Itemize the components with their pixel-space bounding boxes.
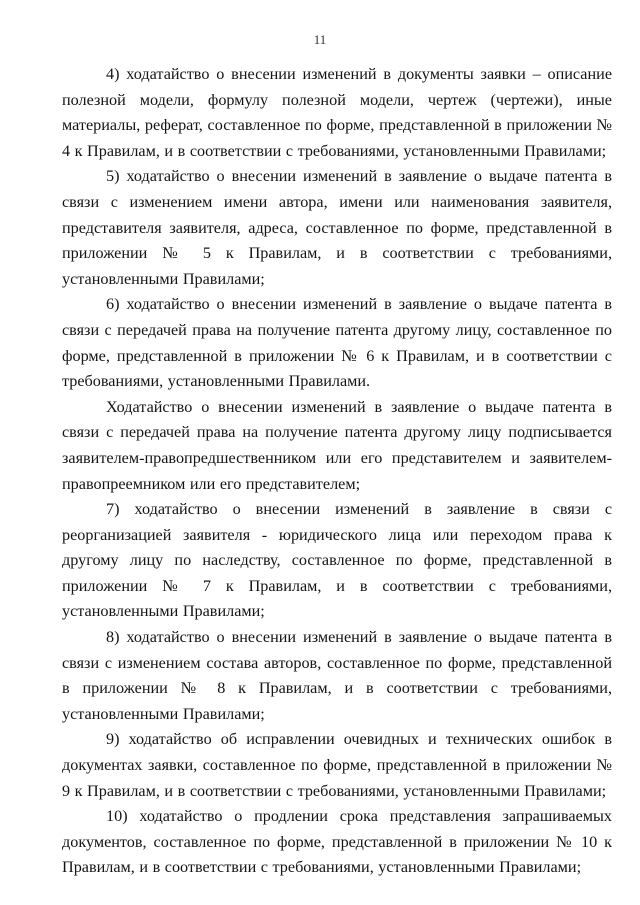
paragraph-signature-note: Ходатайство о внесении изменений в заявление о выдаче патента в связи с передачей права на получение патента другому лицу подписывается заявителем-правопредшественником или его представителем и заявителем-правопреемником или его представителем; (62, 397, 612, 493)
paragraph-item-10: 10) ходатайство о продлении срока представления запрашиваемых документов, составленное по форме, представленной в приложении № 10 к Правилам, и в соответствии с требованиями, установленными Правилами; (62, 807, 612, 877)
paragraph-item-8: 8) ходатайство о внесении изменений в заявление о выдаче патента в связи с изменением состава авторов, составленное по форме, представленной в приложении № 8 к Правилам, и в соответствии с требованиями, установленными Правилами; (62, 628, 612, 723)
paragraph-item-6: 6) ходатайство о внесении изменений в заявление о выдаче патента в связи с передачей права на получение патента другому лицу, составленное по форме, представленной в приложении № 6 к Правилам, и в соответствии с требованиями, установленными Правилами. (62, 295, 612, 391)
document-body (62, 62, 612, 881)
paragraph-item-5: 5) ходатайство о внесении изменений в заявление о выдаче патента в связи с изменением имени автора, имени или наименования заявителя, представителя заявителя, адреса, составленное по форме, представленной в приложении № 5 к Правилам, и в соответствии с требованиями, установленными Правилами; (62, 167, 612, 288)
paragraph-item-4: 4) ходатайство о внесении изменений в документы заявки – описание полезной модели, формулу полезной модели, чертеж (чертежи), иные материалы, реферат, составленное по форме, представленной в приложении № 4 к Правилам, и в соответствии с требованиями, установленными Правилами; (62, 65, 612, 160)
paragraph-item-7: 7) ходатайство о внесении изменений в заявление в связи с реорганизацией заявителя - юридического лица или переходом права к другому лицу по наследству, составленное по форме, представленной в приложении № 7 к Правилам, и в соответствии с требованиями, установленными Правилами; (62, 500, 612, 621)
page-number: 11 (313, 32, 327, 47)
paragraph-item-9: 9) ходатайство об исправлении очевидных и технических ошибок в документах заявки, составленное по форме, представленной в приложении № 9 к Правилам, и в соответствии с требованиями, установленными Правилами; (62, 730, 612, 800)
